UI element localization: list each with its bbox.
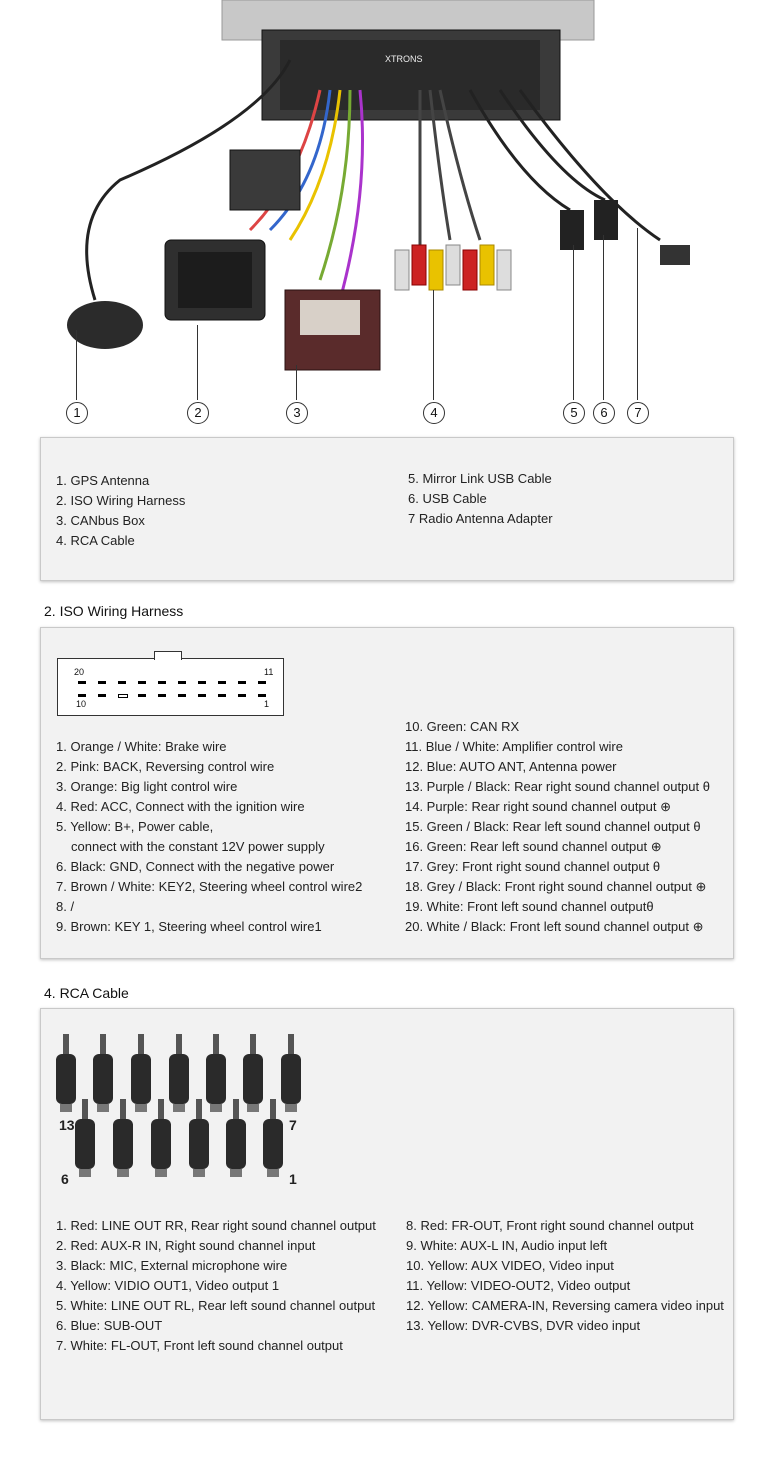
pin-label-1: 1 (264, 699, 270, 709)
iso-connector-diagram (57, 658, 284, 716)
callout-leader-1 (76, 330, 77, 400)
overview-box (40, 437, 734, 581)
plug-label-1: 1 (289, 1171, 297, 1187)
list-item: 1. GPS Antenna (56, 473, 150, 488)
callout-1: 1 (66, 402, 88, 424)
list-item: 19. White: Front left sound channel outputθ (405, 899, 654, 914)
list-item: 4. Yellow: VIDIO OUT1, Video output 1 (56, 1278, 280, 1293)
rca-plug-icon (151, 1099, 171, 1177)
callout-leader-4 (433, 290, 434, 400)
list-item: 18. Grey / Black: Front right sound channel output ⊕ (405, 879, 707, 894)
list-item: 5. White: LINE OUT RL, Rear left sound channel output (56, 1298, 376, 1313)
product-photo (0, 0, 776, 430)
list-item: 3. Black: MIC, External microphone wire (56, 1258, 288, 1273)
plug-label-7: 7 (289, 1117, 297, 1133)
list-item: 3. Orange: Big light control wire (56, 779, 238, 794)
connector-key (154, 651, 182, 660)
rca-plug-icon (226, 1099, 246, 1177)
list-item: 2. ISO Wiring Harness (56, 493, 186, 508)
list-item: 17. Grey: Front right sound channel output θ (405, 859, 661, 874)
wiring-photo-illustration (0, 0, 776, 430)
pin-label-20: 20 (74, 667, 85, 677)
brand-label: XTRONS (385, 54, 423, 64)
iso-box (40, 627, 734, 959)
list-item: 1. Orange / White: Brake wire (56, 739, 227, 754)
list-item: 7. White: FL-OUT, Front left sound channel output (56, 1338, 343, 1353)
list-item: 16. Green: Rear left sound channel output ⊕ (405, 839, 662, 854)
list-item: 2. Red: AUX-R IN, Right sound channel input (56, 1238, 316, 1253)
rca-plug-icon (56, 1034, 76, 1112)
iso-heading: 2. ISO Wiring Harness (44, 603, 184, 619)
list-item: 6. Black: GND, Connect with the negative power (56, 859, 335, 874)
list-item: 20. White / Black: Front left sound channel output ⊕ (405, 919, 704, 934)
callout-3: 3 (286, 402, 308, 424)
list-item: 8. / (56, 899, 75, 914)
callout-leader-6 (603, 235, 604, 400)
callout-7: 7 (627, 402, 649, 424)
callout-6: 6 (593, 402, 615, 424)
list-item: 9. Brown: KEY 1, Steering wheel control wire1 (56, 919, 322, 934)
rca-box (40, 1008, 734, 1420)
list-item: 6. USB Cable (408, 491, 487, 506)
rca-plug-icon (206, 1034, 226, 1112)
list-item: 6. Blue: SUB-OUT (56, 1318, 163, 1333)
list-item: 1. Red: LINE OUT RR, Rear right sound channel output (56, 1218, 376, 1233)
list-item: 7. Brown / White: KEY2, Steering wheel control wire2 (56, 879, 363, 894)
list-item: 5. Mirror Link USB Cable (408, 471, 552, 486)
callout-leader-3 (296, 365, 297, 400)
list-item: 12. Yellow: CAMERA-IN, Reversing camera video input (406, 1298, 724, 1313)
callout-leader-2 (197, 325, 198, 400)
rca-plug-illustration (51, 1034, 321, 1194)
rca-plug-icon (281, 1034, 301, 1112)
list-item: 2. Pink: BACK, Reversing control wire (56, 759, 275, 774)
list-item: 14. Purple: Rear right sound channel output ⊕ (405, 799, 672, 814)
list-item: 9. White: AUX-L IN, Audio input left (406, 1238, 608, 1253)
rca-plug-icon (169, 1034, 189, 1112)
rca-plug-icon (131, 1034, 151, 1112)
list-item: 4. RCA Cable (56, 533, 135, 548)
list-item: 12. Blue: AUTO ANT, Antenna power (405, 759, 617, 774)
pin-label-11: 11 (264, 667, 274, 677)
list-item: 10. Green: CAN RX (405, 719, 520, 734)
callout-4: 4 (423, 402, 445, 424)
list-item: 15. Green / Black: Rear left sound channel output θ (405, 819, 701, 834)
rca-plug-icon (189, 1099, 209, 1177)
rca-heading: 4. RCA Cable (44, 985, 129, 1001)
plug-label-13: 13 (59, 1117, 75, 1133)
callout-2: 2 (187, 402, 209, 424)
rca-plug-icon (263, 1099, 283, 1177)
list-item: 5. Yellow: B+, Power cable, (56, 819, 214, 834)
list-item: 13. Purple / Black: Rear right sound channel output θ (405, 779, 710, 794)
callout-5: 5 (563, 402, 585, 424)
rca-plug-icon (93, 1034, 113, 1112)
callout-leader-7 (637, 228, 638, 400)
list-item: 3. CANbus Box (56, 513, 145, 528)
list-item: 13. Yellow: DVR-CVBS, DVR video input (406, 1318, 641, 1333)
list-item: 7 Radio Antenna Adapter (408, 511, 553, 526)
list-item: 11. Yellow: VIDEO-OUT2, Video output (406, 1278, 631, 1293)
callout-leader-5 (573, 245, 574, 400)
list-item: connect with the constant 12V power supply (71, 839, 325, 854)
list-item: 4. Red: ACC, Connect with the ignition wire (56, 799, 305, 814)
list-item: 10. Yellow: AUX VIDEO, Video input (406, 1258, 614, 1273)
plug-label-6: 6 (61, 1171, 69, 1187)
rca-plug-icon (113, 1099, 133, 1177)
list-item: 11. Blue / White: Amplifier control wire (405, 739, 623, 754)
rca-plug-icon (75, 1099, 95, 1177)
rca-plug-icon (243, 1034, 263, 1112)
list-item: 8. Red: FR-OUT, Front right sound channel output (406, 1218, 694, 1233)
pin-label-10: 10 (76, 699, 87, 709)
